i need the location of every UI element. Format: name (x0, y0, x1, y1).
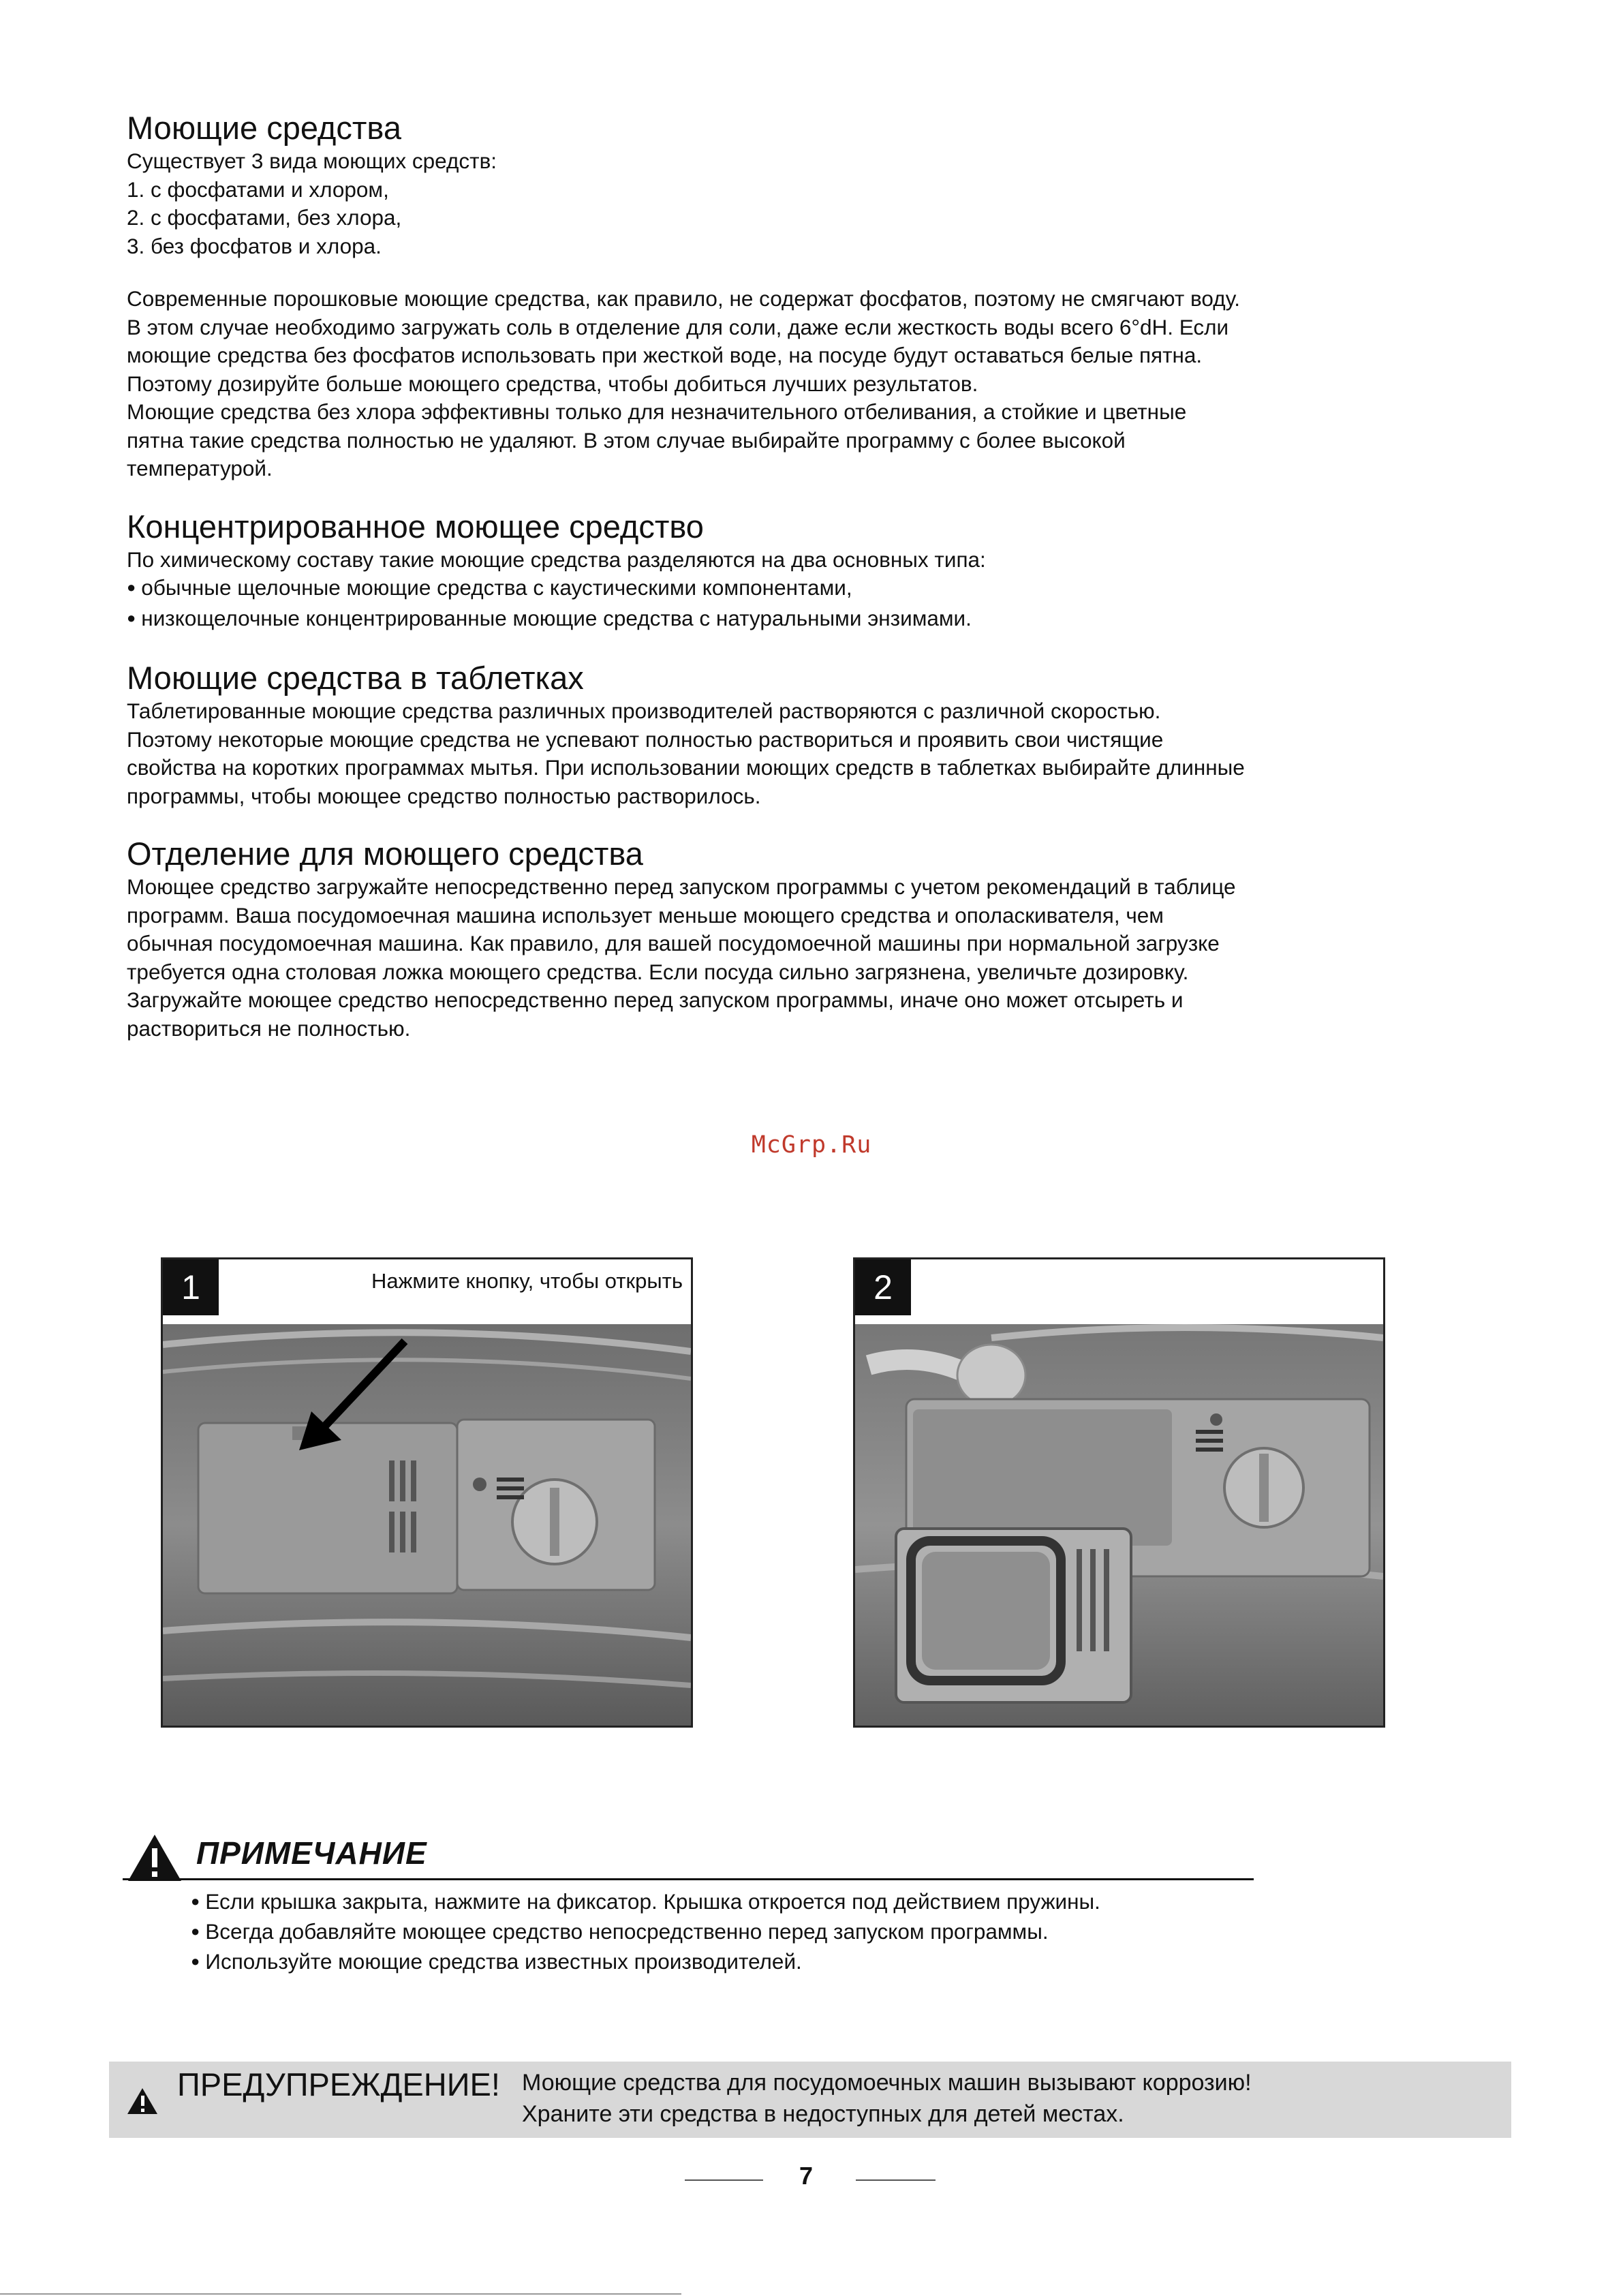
text-line: пятна такие средства полностью не удаляют. В этом случае выбирайте программу с более высокой (127, 427, 1126, 453)
text-line: Загружайте моющее средство непосредственно перед запуском программы, иначе оно может отсыреть и (127, 988, 1184, 1012)
text-line: требуется одна столовая ложка моющего средства. Если посуда сильно загрязнена, увеличьте дозировку. (127, 959, 1189, 984)
text-line: температурой. (127, 456, 273, 480)
text-line: 3. без фосфатов и хлора. (127, 233, 382, 258)
warning-message (522, 2067, 1252, 2130)
text-line: обычная посудомоечная машина. Как правило, для вашей посудомоечной машины при нормальной загрузке (127, 931, 1220, 955)
warning-line: Храните эти средства в недоступных для детей местах. (522, 2101, 1124, 2127)
text-line: 1. с фосфатами и хлором, (127, 177, 389, 202)
warning-triangle-icon (127, 2087, 158, 2115)
text-line: Поэтому некоторые моющие средства не успевают полностью раствориться и проявить свои чистящие (127, 726, 1164, 752)
figure-number: 1 (163, 1259, 219, 1315)
text-line: Поэтому дозируйте больше моющего средства, чтобы добиться лучших результатов. (127, 371, 978, 396)
text-line: Моющее средство загружайте непосредственно перед запуском программы с учетом рекомендаций в таблице (127, 874, 1236, 899)
text-line: программы, чтобы моющее средство полностью растворилось. (127, 783, 761, 808)
text-line: моющие средства без фосфатов использовать при жесткой воде, на посуде будут оставаться белые пятна. (127, 343, 1203, 367)
text-line: Современные порошковые моющие средства, как правило, не содержат фосфатов, поэтому не смягчают воду. (127, 286, 1240, 311)
section-heading: Отделение для моющего средства (127, 836, 643, 872)
paragraph (127, 546, 1421, 635)
note-item: ● Если крышка закрыта, нажмите на фиксатор. Крышка откроется под действием пружины. (191, 1888, 1100, 1918)
paragraph (127, 147, 1421, 260)
section-heading: Концентрированное моющее средство (127, 508, 704, 545)
figure-2 (853, 1257, 1385, 1728)
text-line: 2. с фосфатами, без хлора, (127, 205, 402, 230)
section-heading: Моющие средства в таблетках (127, 660, 584, 696)
text-line: По химическому составу такие моющие средства разделяются на два основных типа: (127, 547, 986, 572)
text-line: программ. Ваша посудомоечная машина использует меньше моющего средства и ополаскивателя, чем (127, 902, 1164, 928)
warning-line: Моющие средства для посудомоечных машин вызывают коррозию! (522, 2070, 1252, 2096)
bullet-item: ● обычные щелочные моющие средства с каустическими компонентами, (127, 574, 1421, 604)
bullet-item: ● низкощелочные концентрированные моющие средства с натуральными энзимами. (127, 604, 1421, 635)
bottom-rule (0, 2293, 681, 2295)
paragraph (127, 873, 1421, 1043)
dispenser-open-photo (855, 1324, 1383, 1726)
warning-label: ПРЕДУПРЕЖДЕНИЕ! (177, 2066, 500, 2102)
dispenser-closed-photo (163, 1324, 691, 1726)
note-item: ● Всегда добавляйте моющее средство непосредственно перед запуском программы. (191, 1918, 1100, 1948)
main-content (127, 109, 1421, 1043)
text-line: свойства на коротких программах мытья. При использовании моющих средств в таблетках выбирайте длинные (127, 755, 1245, 780)
text-line: раствориться не полностью. (127, 1015, 411, 1041)
text-line: Моющие средства без хлора эффективны только для незначительного отбеливания, а стойкие и цветные (127, 399, 1187, 424)
text-line: В этом случае необходимо загружать соль в отделение для соли, даже если жесткость воды всего 6°dH. Если (127, 314, 1229, 339)
note-item: ● Используйте моющие средства известных производителей. (191, 1948, 1100, 1978)
note-title: ПРИМЕЧАНИЕ (196, 1835, 427, 1871)
figure-number: 2 (855, 1259, 911, 1315)
footer-rule-left (685, 2179, 763, 2181)
figure-1 (161, 1257, 693, 1728)
footer-rule-right (856, 2179, 936, 2181)
figure-caption: Нажмите кнопку, чтобы открыть (371, 1269, 683, 1293)
note-list (191, 1888, 1100, 1978)
page-number: 7 (799, 2162, 814, 2190)
text-line: Таблетированные моющие средства различных производителей растворяются с различной скоростью. (127, 699, 1161, 723)
warning-box (109, 2062, 1511, 2138)
note-header (123, 1833, 1254, 1880)
section-heading: Моющие средства (127, 110, 401, 146)
text-line: Существует 3 вида моющих средств: (127, 149, 497, 173)
warning-triangle-icon (127, 1833, 183, 1882)
paragraph (127, 285, 1421, 483)
paragraph (127, 697, 1421, 810)
watermark: McGrp.Ru (751, 1131, 872, 1159)
